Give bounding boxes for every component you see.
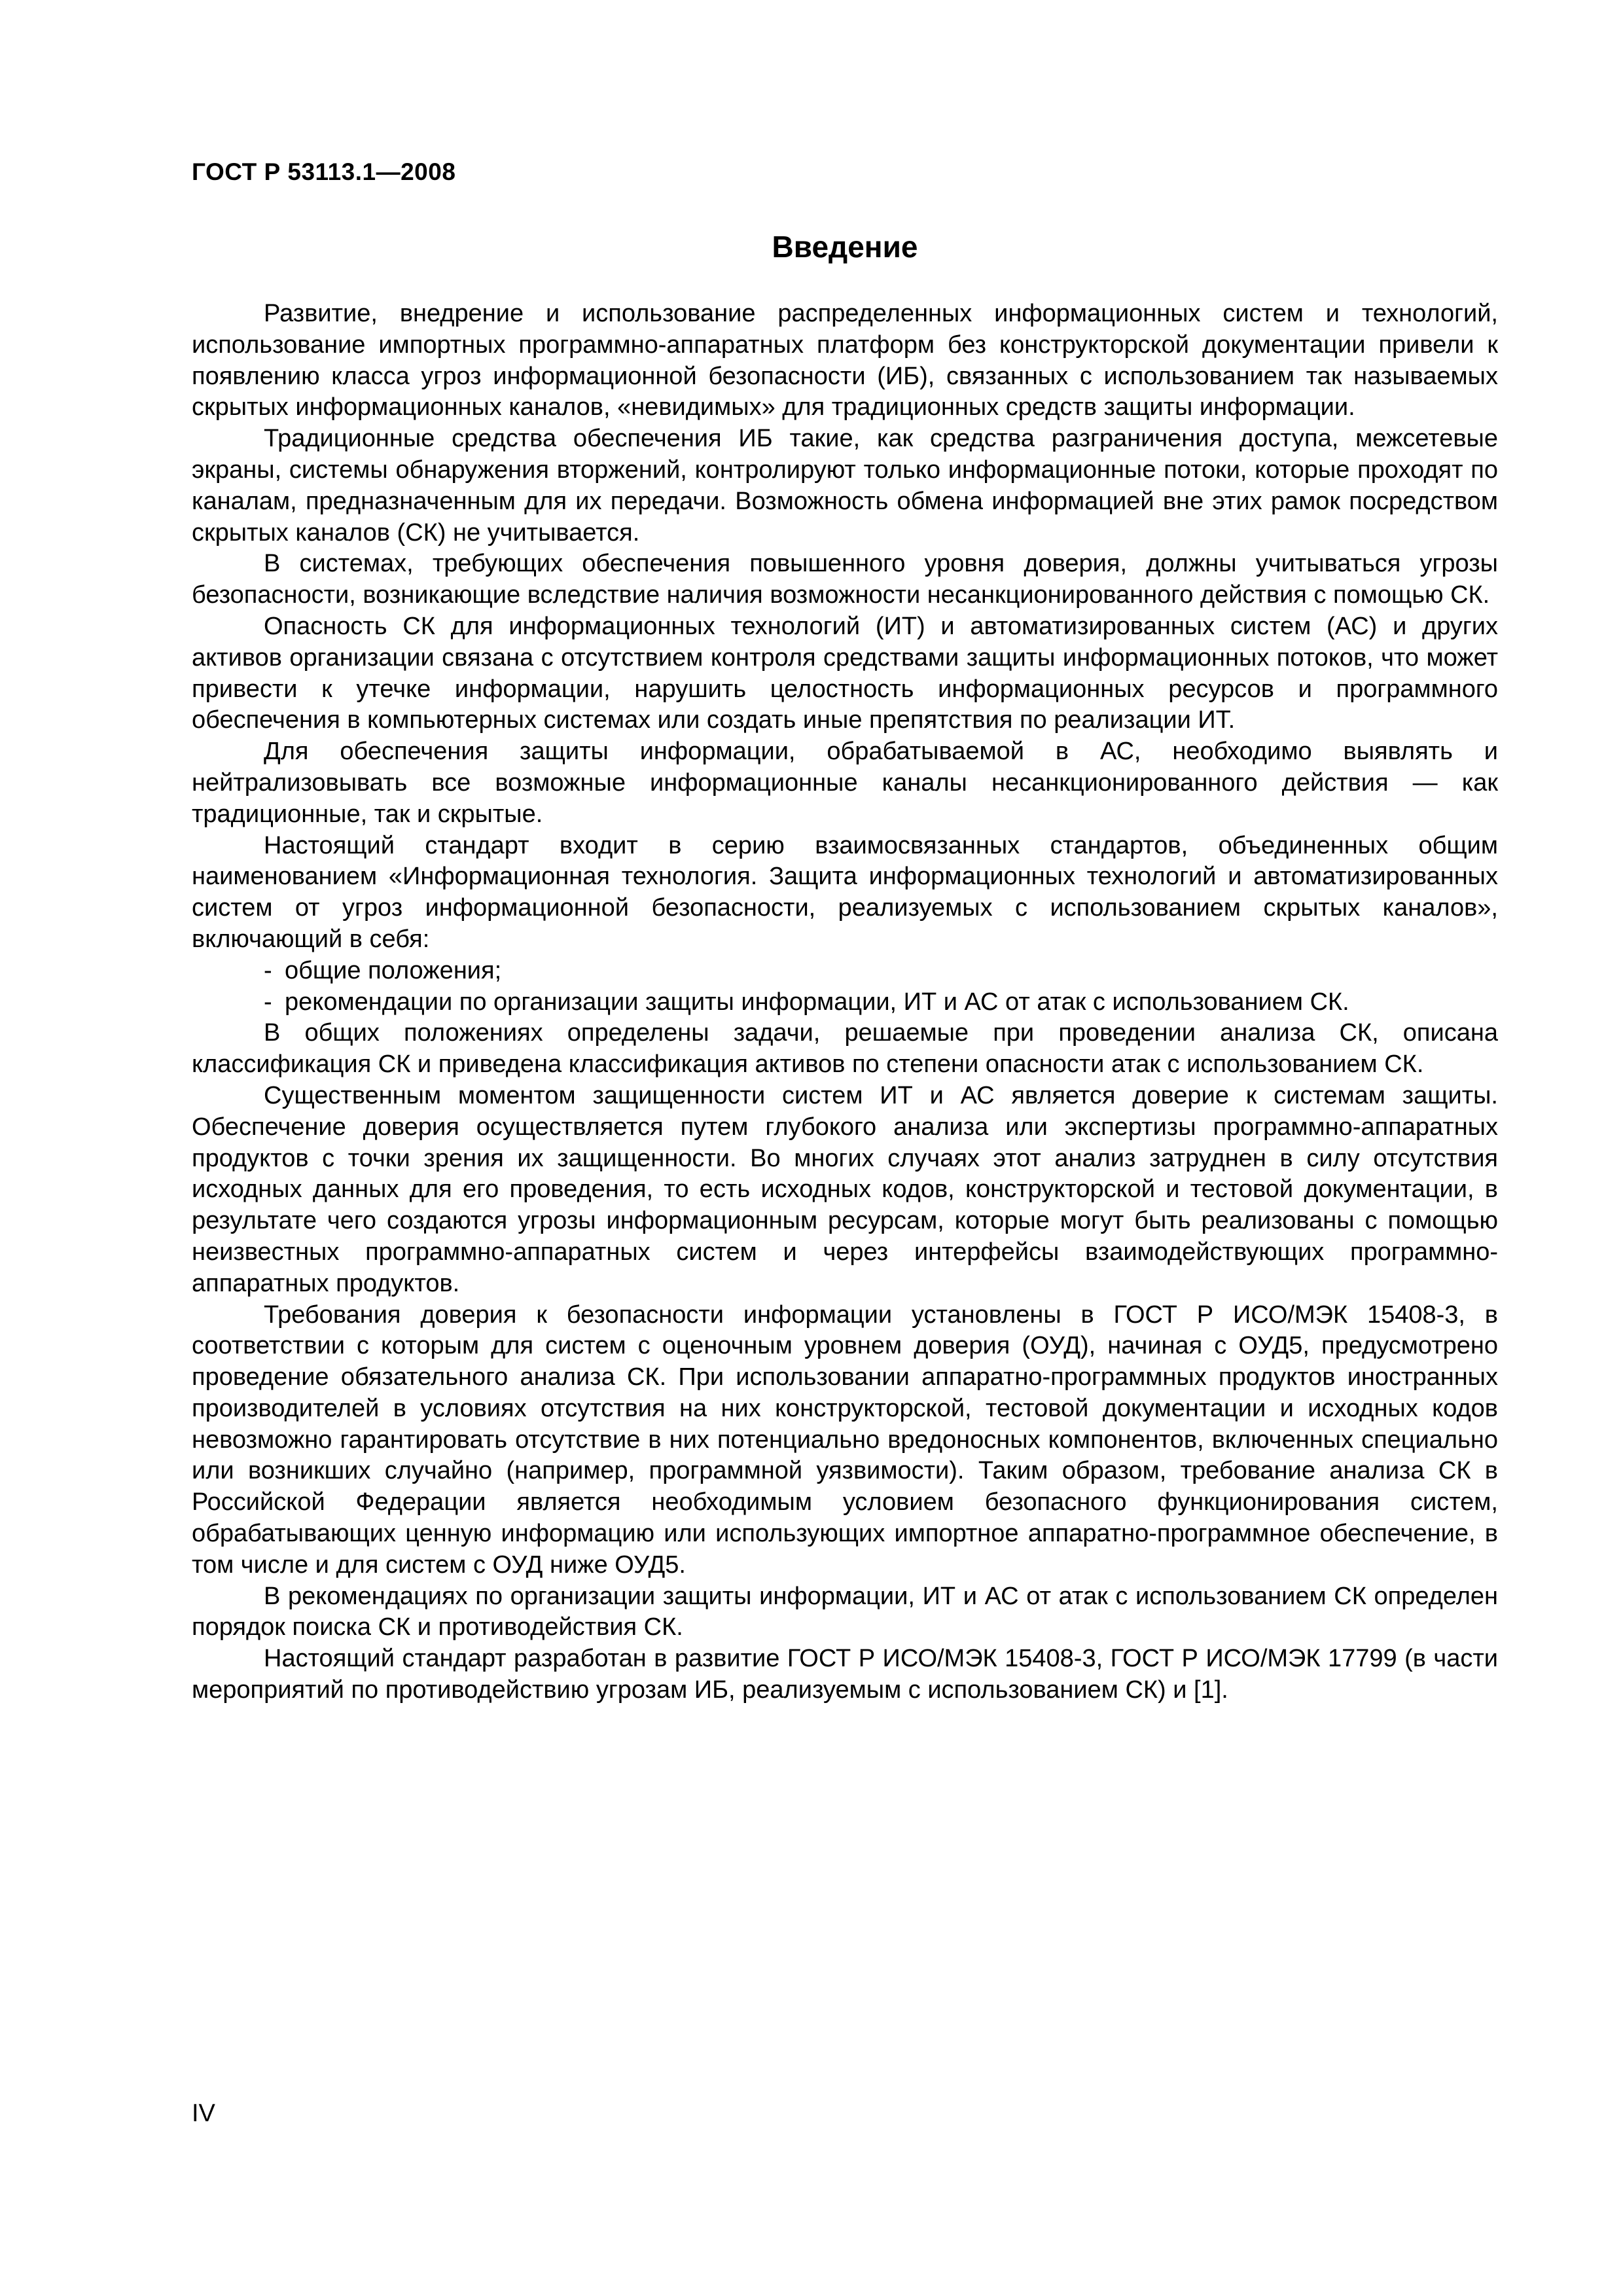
paragraph: В рекомендациях по организации защиты информации, ИТ и АС от атак с использованием СК определен порядок поиска СК и противодействия СК. — [192, 1582, 1498, 1641]
list-item-text: рекомендации по организации защиты информации, ИТ и АС от атак с использованием СК. — [285, 988, 1349, 1016]
paragraph: Требования доверия к безопасности информации установлены в ГОСТ Р ИСО/МЭК 15408-3, в соответствии с которым для систем с оценочным уровнем доверия (ОУД), начиная с ОУД5, предусмотрено проведение обязательного анализа СК. При использовании аппаратно-программных продуктов иностранных производителей в условиях отсутствия на них конструкторской, тестовой документации и исходных кодов невозможно гарантировать отсутствие в них потенциально вредоносных компонентов, включенных специально или возникших случайно (например, программной уязвимости). Таким образом, требование анализа СК в Российской Федерации является необходимым условием безопасного функционирования систем, обрабатывающих ценную информацию или использующих импортное аппаратно-программное обеспечение, в том числе и для систем с ОУД ниже ОУД5. — [192, 1300, 1498, 1579]
paragraph: В общих положениях определены задачи, решаемые при проведении анализа СК, описана классификация СК и приведена классификация активов по степени опасности атак с использованием СК. — [192, 1019, 1498, 1079]
page-number: IV — [192, 2100, 215, 2127]
paragraph: В системах, требующих обеспечения повышенного уровня доверия, должны учитываться угрозы безопасности, возникающие вследствие наличия возможности несанкционированного действия с помощью СК. — [192, 550, 1498, 609]
list-item-text: общие положения; — [285, 956, 502, 984]
paragraph: Развитие, внедрение и использование распределенных информационных систем и технологий, использование импортных программно-аппаратных платформ без конструкторской документации привели к появлению класса угроз информационной безопасности (ИБ), связанных с использованием так называемых скрытых информационных каналов, «невидимых» для традиционных средств защиты информации. — [192, 300, 1498, 422]
list-item — [192, 987, 1498, 1018]
body-text — [192, 298, 1498, 1706]
dash-marker: - — [264, 956, 272, 984]
paragraph: Существенным моментом защищенности систем ИТ и АС является доверие к системам защиты. Обеспечение доверия осуществляется путем глубокого анализа или экспертизы программно-аппаратных продуктов с точки зрения их защищенности. Во многих случаях этот анализ затруднен в силу отсутствия исходных данных для его проведения, то есть исходных кодов, конструкторской и тестовой документации, в результате чего создаются угрозы информационным ресурсам, которые могут быть реализованы с помощью неизвестных программно-аппаратных систем и через интерфейсы взаимодействующих программно-аппаратных продуктов. — [192, 1081, 1498, 1297]
list-item — [192, 956, 1498, 987]
paragraph: Настоящий стандарт входит в серию взаимосвязанных стандартов, объединенных общим наименованием «Информационная технология. Защита информационных технологий и автоматизированных систем от угроз информационной безопасности, реализуемых с использованием скрытых каналов», включающий в себя: — [192, 831, 1498, 953]
paragraph: Настоящий стандарт разработан в развитие ГОСТ Р ИСО/МЭК 15408-3, ГОСТ Р ИСО/МЭК 17799 (в части мероприятий по противодействию угрозам ИБ, реализуемым с использованием СК) и [1]. — [192, 1645, 1498, 1704]
paragraph: Традиционные средства обеспечения ИБ такие, как средства разграничения доступа, межсетевые экраны, системы обнаружения вторжений, контролируют только информационные потоки, которые проходят по каналам, предназначенным для их передачи. Возможность обмена информацией вне этих рамок посредством скрытых каналов (СК) не учитывается. — [192, 425, 1498, 547]
standard-number: ГОСТ Р 53113.1—2008 — [192, 158, 456, 185]
section-title: Введение — [772, 230, 918, 264]
paragraph: Для обеспечения защиты информации, обрабатываемой в АС, необходимо выявлять и нейтрализовывать все возможные информационные каналы несанкционированного действия — как традиционные, так и скрытые. — [192, 738, 1498, 828]
dash-marker: - — [264, 988, 272, 1016]
bullet-list — [192, 956, 1498, 1018]
paragraph: Опасность СК для информационных технологий (ИТ) и автоматизированных систем (АС) и других активов организации связана с отсутствием контроля средствами защиты информационных потоков, что может привести к утечке информации, нарушить целостность информационных ресурсов и программного обеспечения в компьютерных системах или создать иные препятствия по реализации ИТ. — [192, 612, 1498, 734]
